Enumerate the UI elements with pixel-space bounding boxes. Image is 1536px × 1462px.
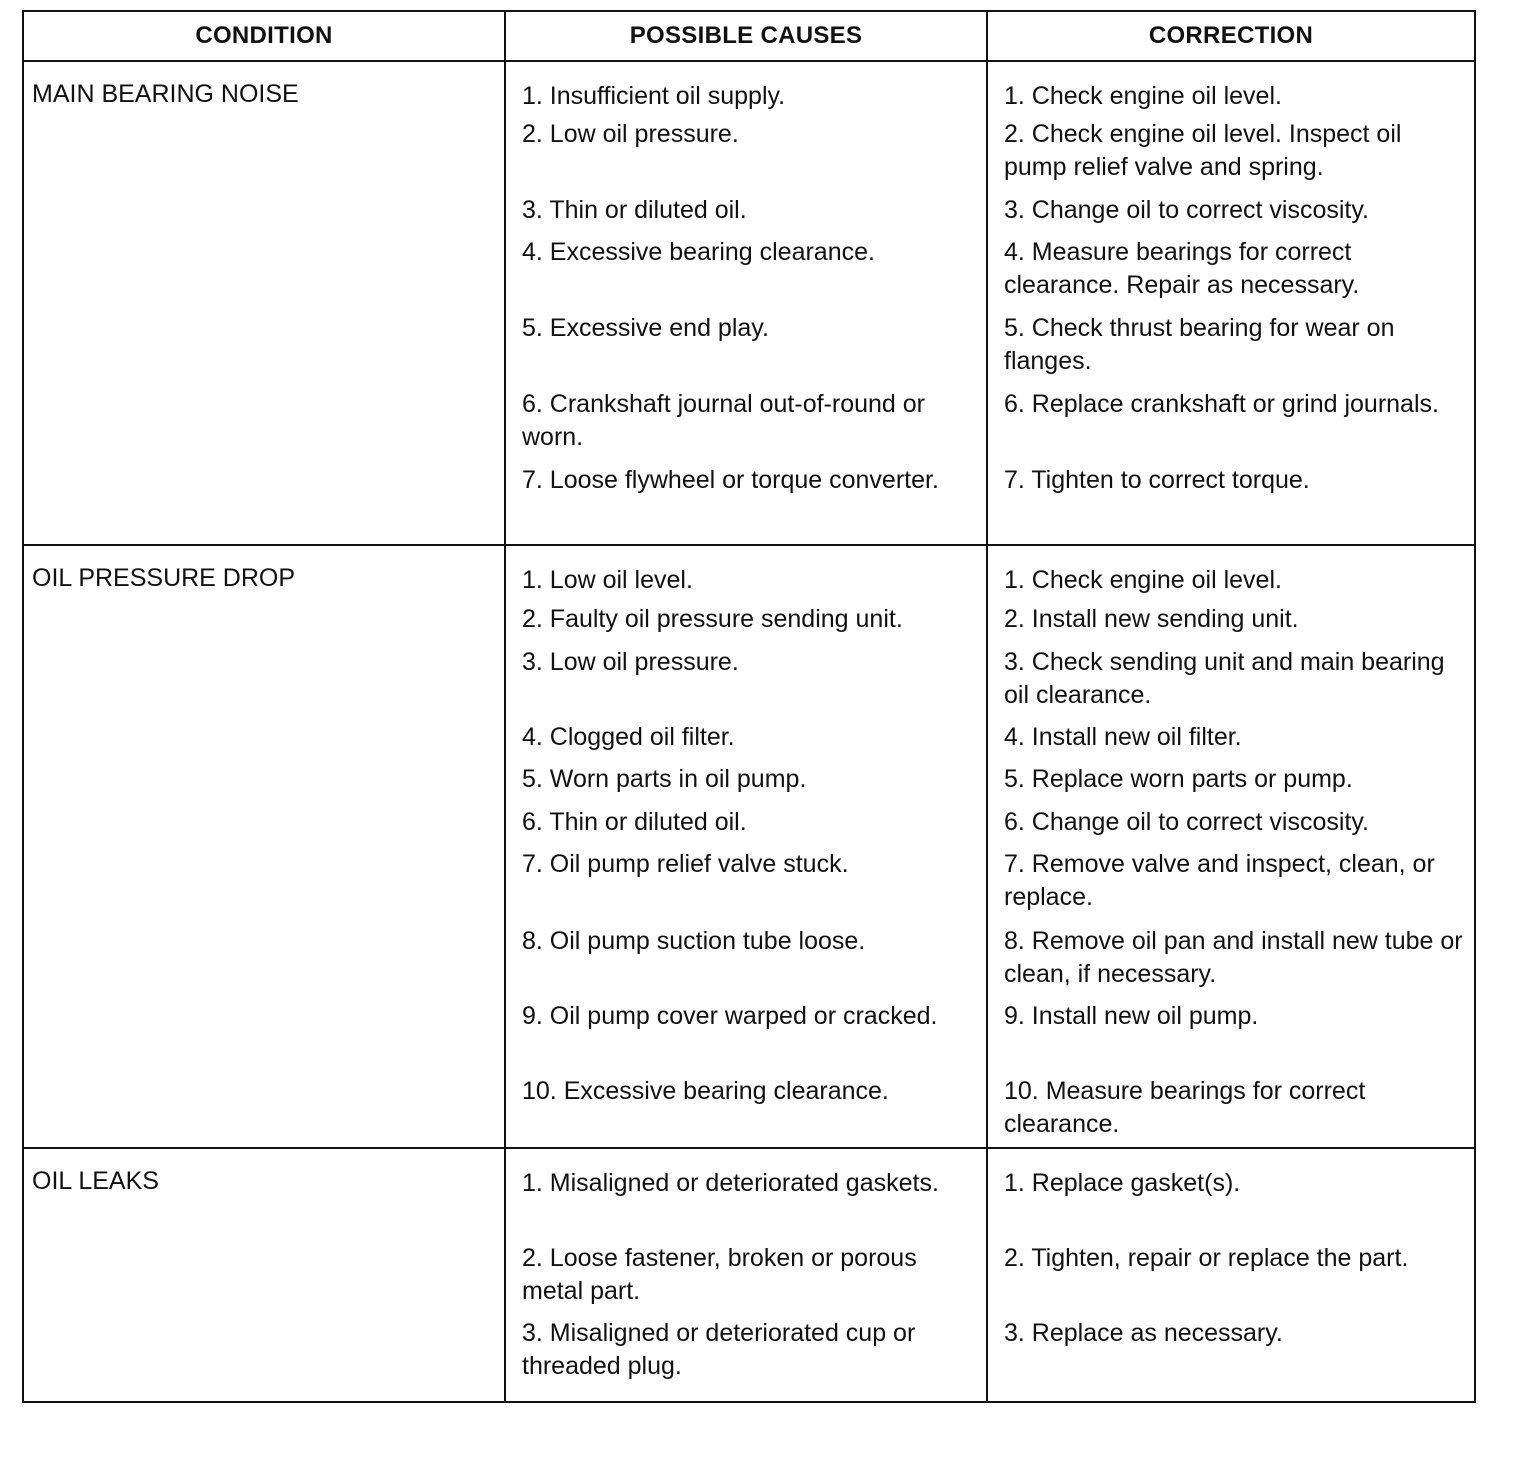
correction-item: 10. Measure bearings for correct clearance. [1004, 1077, 1366, 1138]
correction-item: 1. Replace gasket(s). [1004, 1169, 1241, 1197]
cause-item: 7. Loose flywheel or torque converter. [522, 466, 939, 494]
cause-item: 6. Crankshaft journal out-of-round or worn. [522, 390, 925, 451]
correction-item: 1. Check engine oil level. [1004, 566, 1282, 594]
cause-item: 9. Oil pump cover warped or cracked. [522, 1002, 938, 1030]
cause-item: 10. Excessive bearing clearance. [522, 1077, 889, 1105]
cause-item: 3. Misaligned or deteriorated cup or threaded plug. [522, 1319, 916, 1380]
cause-item: 1. Low oil level. [522, 566, 693, 594]
cause-item: 2. Faulty oil pressure sending unit. [522, 605, 903, 633]
diagnosis-table [22, 10, 1476, 1403]
condition-cell: OIL PRESSURE DROP [23, 545, 505, 1148]
correction-item: 2. Check engine oil level. Inspect oil pump relief valve and spring. [1004, 120, 1402, 181]
correction-item: 6. Replace crankshaft or grind journals. [1004, 390, 1439, 418]
section-oil-pressure-drop [23, 545, 1475, 1148]
cause-item: 3. Thin or diluted oil. [522, 196, 747, 224]
correction-item: 7. Remove valve and inspect, clean, or replace. [1004, 850, 1435, 911]
correction-item: 4. Measure bearings for correct clearance. Repair as necessary. [1004, 238, 1360, 299]
correction-item: 1. Check engine oil level. [1004, 82, 1282, 110]
cause-item: 4. Excessive bearing clearance. [522, 238, 875, 266]
corrections-cell [987, 1148, 1475, 1402]
correction-item: 3. Check sending unit and main bearing oil clearance. [1004, 648, 1445, 709]
cause-item: 4. Clogged oil filter. [522, 723, 735, 751]
condition-cell: MAIN BEARING NOISE [23, 61, 505, 545]
corrections-cell [987, 545, 1475, 1148]
cause-item: 5. Excessive end play. [522, 314, 769, 342]
correction-item: 2. Install new sending unit. [1004, 605, 1299, 633]
correction-item: 9. Install new oil pump. [1004, 1002, 1259, 1030]
correction-item: 5. Replace worn parts or pump. [1004, 765, 1353, 793]
cause-item: 7. Oil pump relief valve stuck. [522, 850, 849, 878]
causes-cell [505, 1148, 987, 1402]
cause-item: 6. Thin or diluted oil. [522, 808, 747, 836]
header-possible-causes: POSSIBLE CAUSES [505, 11, 987, 61]
cause-item: 1. Insufficient oil supply. [522, 82, 786, 110]
header-row [23, 11, 1475, 61]
header-condition: CONDITION [23, 11, 505, 61]
corrections-cell [987, 61, 1475, 545]
header-correction: CORRECTION [987, 11, 1475, 61]
correction-item: 3. Change oil to correct viscosity. [1004, 196, 1369, 224]
section-main-bearing-noise [23, 61, 1475, 545]
correction-item: 2. Tighten, repair or replace the part. [1004, 1244, 1409, 1272]
causes-cell [505, 545, 987, 1148]
section-oil-leaks [23, 1148, 1475, 1402]
correction-item: 7. Tighten to correct torque. [1004, 466, 1310, 494]
cause-item: 8. Oil pump suction tube loose. [522, 927, 866, 955]
cause-item: 3. Low oil pressure. [522, 648, 739, 676]
cause-item: 5. Worn parts in oil pump. [522, 765, 807, 793]
correction-item: 6. Change oil to correct viscosity. [1004, 808, 1369, 836]
correction-item: 3. Replace as necessary. [1004, 1319, 1283, 1347]
cause-item: 2. Loose fastener, broken or porous metal part. [522, 1244, 917, 1305]
causes-cell [505, 61, 987, 545]
cause-item: 2. Low oil pressure. [522, 120, 739, 148]
correction-item: 8. Remove oil pan and install new tube or clean, if necessary. [1004, 927, 1463, 988]
correction-item: 5. Check thrust bearing for wear on flanges. [1004, 314, 1395, 375]
correction-item: 4. Install new oil filter. [1004, 723, 1242, 751]
cause-item: 1. Misaligned or deteriorated gaskets. [522, 1169, 939, 1197]
condition-cell: OIL LEAKS [23, 1148, 505, 1402]
